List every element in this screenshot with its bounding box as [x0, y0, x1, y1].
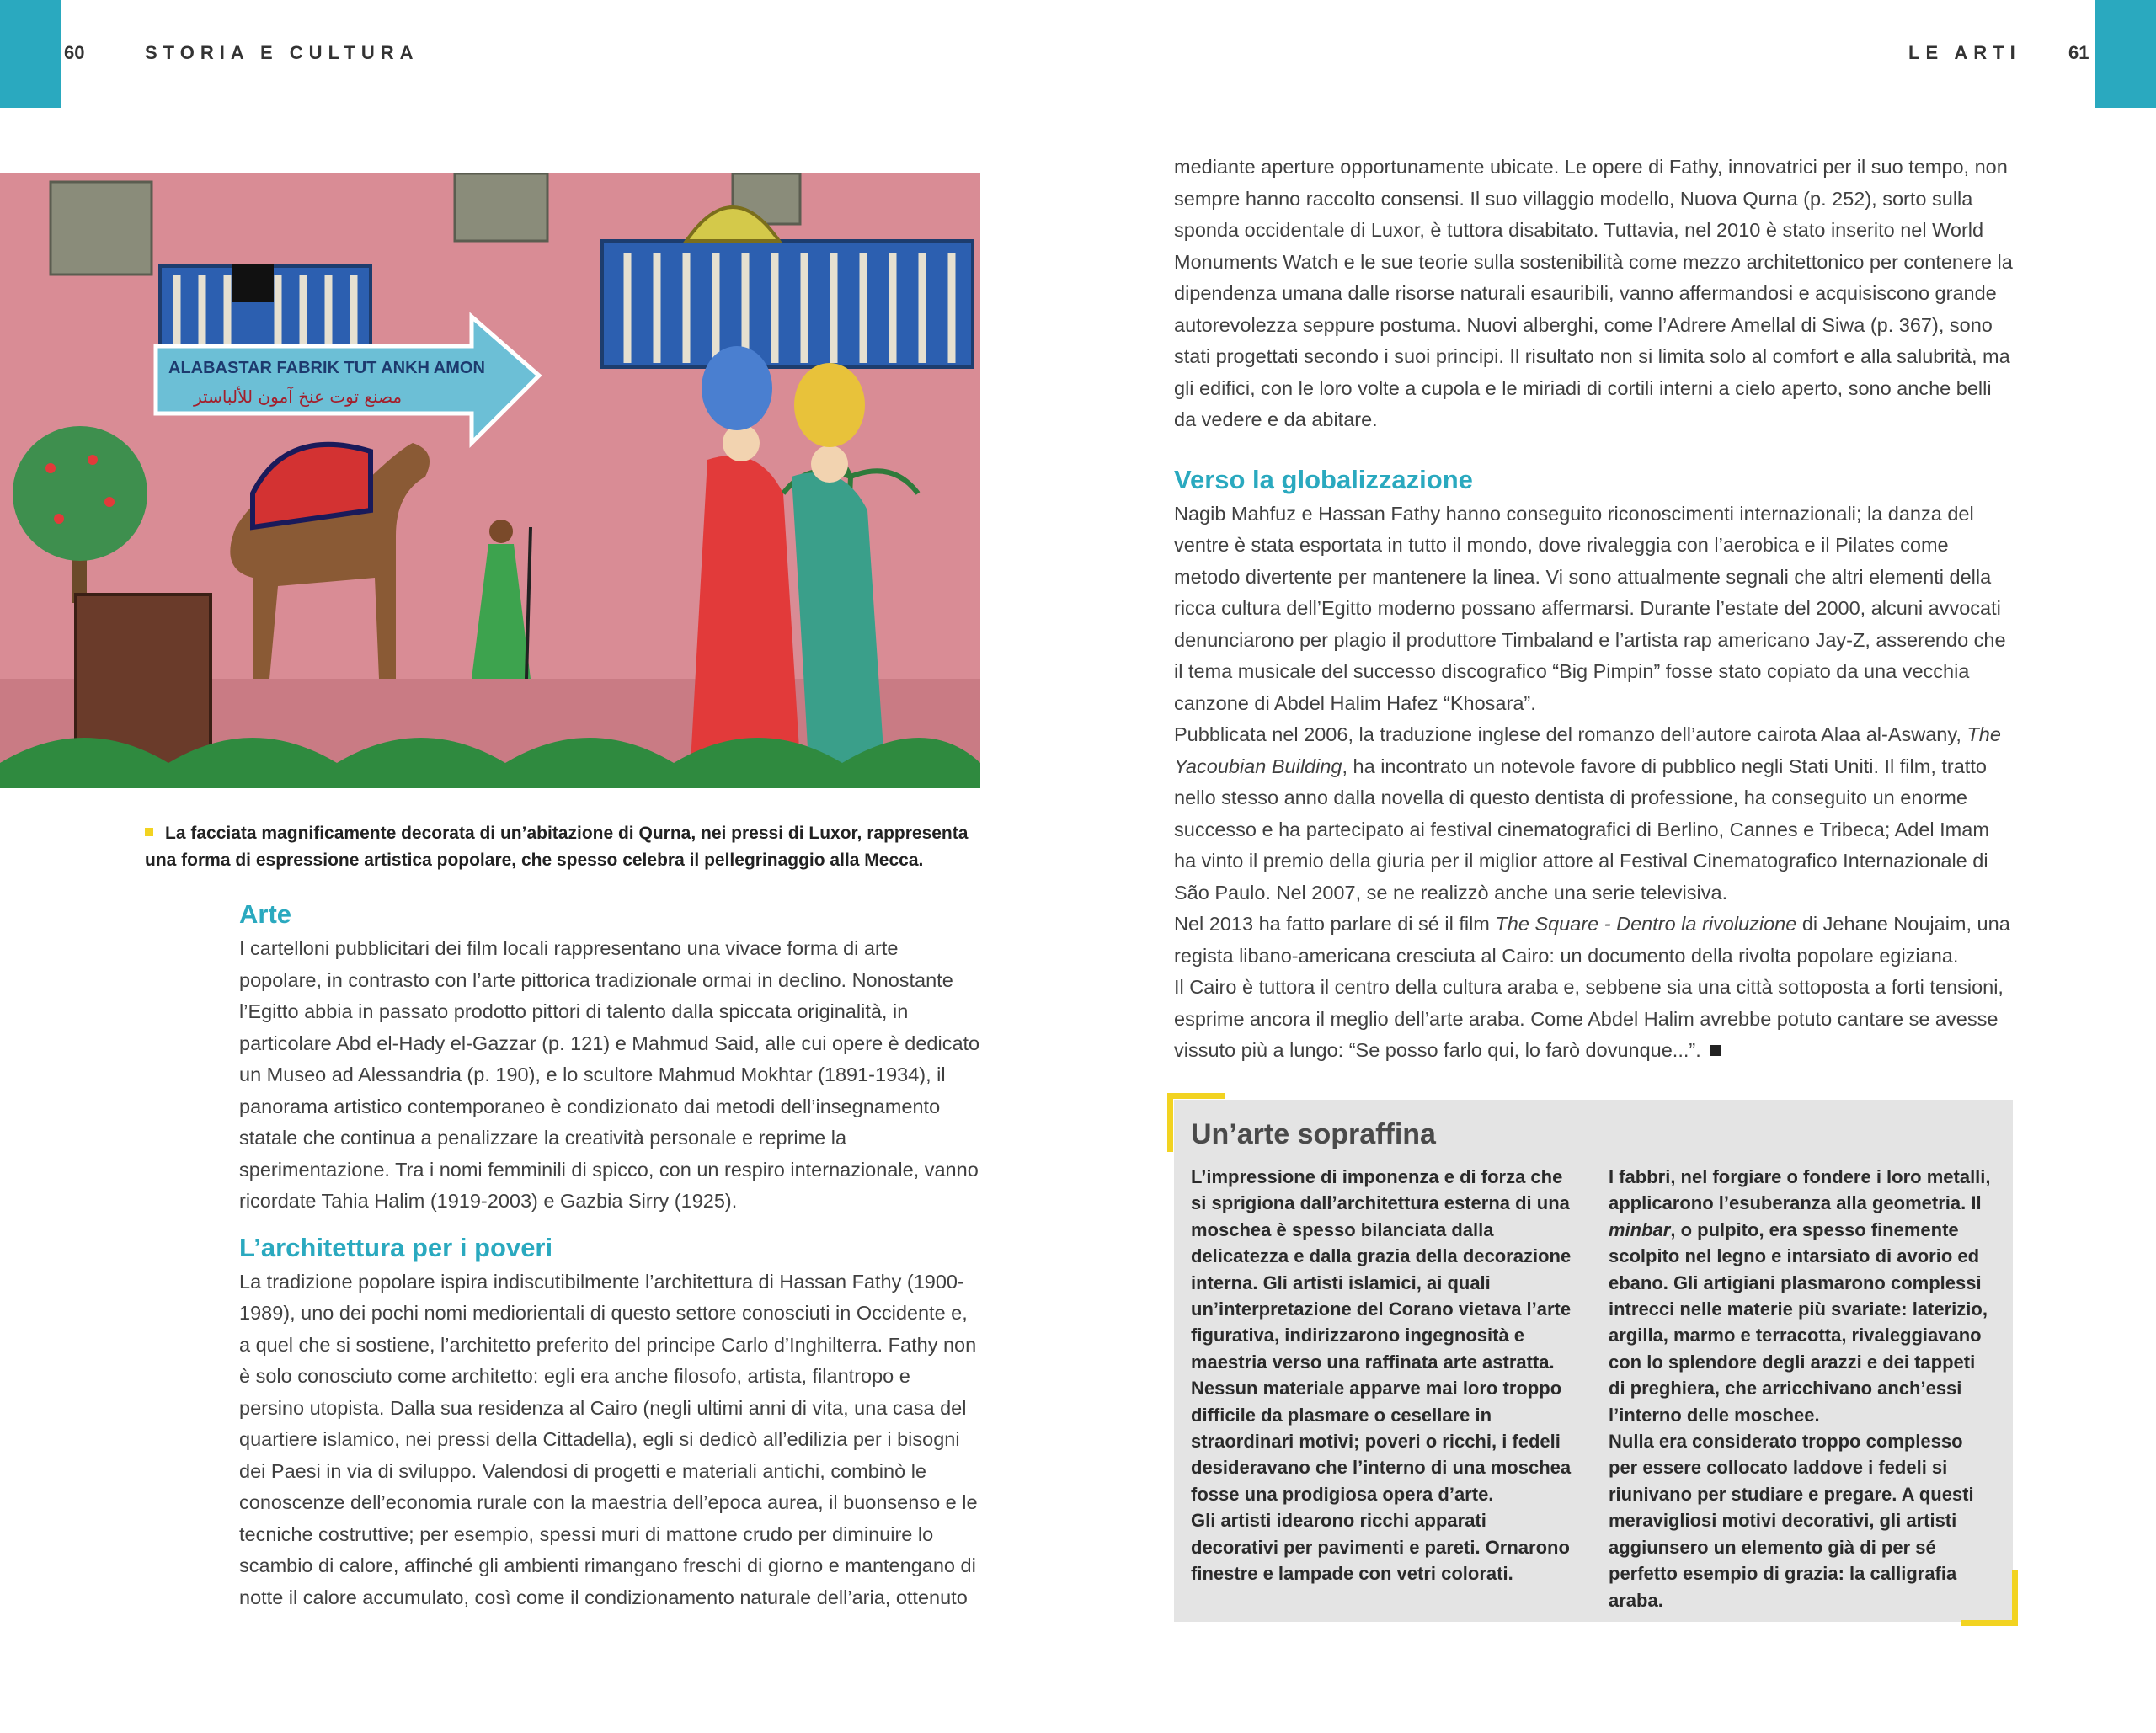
yacoubian-title: The Yacoubian Building [1174, 723, 2001, 777]
globalizzazione-paragraph-2 [1174, 719, 2016, 909]
p4-text: Il Cairo è tuttora il centro della cultura araba e, sebbene sia una città sottoposta a forti tensioni, esprime ancora il meglio dell’arte araba. Come Abdel Halim avrebbe potuto cantare se avesse vissuto più a lungo: “Se posso farlo qui, lo farò dovunque...”. [1174, 976, 2004, 1061]
right-p1-text-a: I fabbri, nel forgiare o fondere i loro metalli, applicarono l’esuberanza alla geometria. Il [1609, 1166, 1991, 1214]
right-page-tab [2095, 0, 2156, 108]
facade-illustration [0, 173, 980, 788]
square-title: The Square - Dentro la rivoluzione [1495, 913, 1797, 935]
end-of-article-icon [1710, 1045, 1721, 1056]
corner-accent-top [1167, 1093, 1225, 1099]
left-page-tab [0, 0, 61, 108]
globalizzazione-paragraph-1: Nagib Mahfuz e Hassan Fathy hanno conseguito riconoscimenti internazionali; la danza del ventre è stata esportata in tutto il mondo, dove rivaleggia con l’aerobica e il Pilates come metodo divertente per mantenere la linea. Vi sono attualmente segnali che altri elementi della ricca cultura dell’Egitto moderno possano affermarsi. Durante l’estate del 2000, alcuni avvocati denunciarono per plagio il produttore Timbaland e l’artista rap americano Jay-Z, asserendo che il tema musicale del successo discografico “Big Pimpin” fosse stato copiato da una vecchia canzone di Abdel Halim Hafez “Khosara”. [1174, 502, 2006, 714]
sign-arabic-text: مصنع توت عنخ آمون للألباستر [194, 387, 403, 407]
sign-latin-text: ALABASTAR FABRIK TUT ANKH AMON [168, 359, 485, 377]
globalizzazione-paragraph-4 [1174, 972, 2016, 1067]
architettura-heading: L’architettura per i poveri [239, 1232, 553, 1262]
corner-accent-left [1167, 1093, 1173, 1152]
minbar-term: minbar [1609, 1218, 1671, 1240]
sidebar-right-paragraph-1 [1609, 1164, 1996, 1428]
sidebar-right-column [1609, 1164, 1996, 1613]
left-page-number: 60 [64, 42, 85, 63]
caption-bullet-icon [145, 828, 153, 836]
p2-text-b: , ha incontrato un notevole favore di pubblico negli Stati Uniti. Il film, tratto nello stesso anno dalla novella di questo dentista di professione, ha conseguito un enorme successo e ha partecipato ai festival cinematografici di Berlino, Cannes e Tribeca; Adel Imam ha vinto il premio della giuria per il miglior attore al Festival Cinematografico Internazionale di São Paulo. Nel 2007, se ne realizzò anche una serie televisiva. [1174, 755, 1989, 904]
sidebar-title: Un’arte sopraffina [1191, 1118, 1436, 1150]
corner-accent-bottom [1961, 1620, 2018, 1626]
architettura-continuation: mediante aperture opportunamente ubicate. Le opere di Fathy, innovatrici per il suo tempo, non sempre hanno raccolto consensi. Il suo villaggio modello, Nuova Qurna (p. 252), sorto sulla sponda occidentale di Luxor, è tuttora disabitato. Tuttavia, nel 2010 è stato inserito nel World Monuments Watch e le sue teorie sulla sostenibilità come mezzo architettonico per contenere la dipendenza umana dalle risorse naturali esauribili, vanno affermandosi e acquisiscono grande autorevolezza seppure postuma. Nuovi alberghi, come l’Adrere Amellal di Siwa (p. 367), sono stati progettati secondo i suoi principi. Il risultato non si limita solo al comfort e alla salubrità, ma gli edifici, con le loro volte a cupola e le miriadi di cortili interni a cielo aperto, sono anche belli da vedere e da abitare. [1174, 156, 2013, 430]
right-running-head: LE ARTI [1908, 42, 2021, 63]
globalizzazione-heading: Verso la globalizzazione [1174, 464, 1473, 494]
right-page-number: 61 [2068, 42, 2089, 63]
left-text-column [239, 896, 980, 1613]
architettura-paragraph: La tradizione popolare ispira indiscutibilmente l’architettura di Hassan Fathy (1900-1989), uno dei pochi nomi mediorientali di questo settore conosciuti in Occidente e, a quel che si sostiene, l’architetto preferito del principe Carlo d’Inghilterra. Fathy non è solo conosciuto come architetto: egli era anche filosofo, artista, filantropo e persino utopista. Dalla sua residenza al Cairo (negli ultimi anni di vita, una casa del quartiere islamico, nei pressi della Cittadella), egli si dedicò all’edilizia per i bisogni dei Paesi in via di sviluppo. Valendosi di progetti e materiali antichi, combinò le conoscenze dell’economia rurale con la maestria dell’epoca aurea, il buonsenso e le tecniche costruttive; per esempio, spessi muri di mattone crudo per diminuire lo scambio di calore, affinché gli ambienti rimangano freschi di giorno e mantengano di notte il calore accumulato, così come il condizionamento naturale dell’aria, ottenuto [239, 1270, 978, 1608]
right-p1-text-b: , o pulpito, era spesso finemente scolpito nel legno e intarsiato di avorio ed ebano. Gli artigiani plasmarono complessi intrecci nelle materie più svariate: laterizio, argilla, marmo e terracotta, rivaleggiavano con lo splendore degli arazzi e dei tappeti di preghiera, che arricchivano anch’essi l’interno delle moschee. [1609, 1218, 1988, 1426]
left-running-head: STORIA E CULTURA [145, 42, 419, 63]
right-text-column [1174, 152, 2016, 1067]
globalizzazione-paragraph-3 [1174, 909, 2016, 972]
photo-caption [145, 820, 987, 874]
sidebar-left-paragraph-2: Gli artisti idearono ricchi apparati decorativi per pavimenti e pareti. Ornarono finestre e lampade con vetri colorati. [1191, 1510, 1570, 1585]
p3-text-b: di Jehane Noujaim, una regista libano-americana cresciuta al Cairo: un documento della rivolta popolare egiziana. [1174, 913, 2010, 967]
arte-paragraph: I cartelloni pubblicitari dei film locali rappresentano una vivace forma di arte popolare, in contrasto con l’arte pittorica tradizionale ormai in declino. Nonostante l’Egitto abbia in passato prodotto pittori di talento dalla spiccata originalità, in particolare Abd el-Hady el-Gazzar (p. 121) e Mahmud Said, alle cui opere è dedicato un Museo ad Alessandria (p. 190), e lo scultore Mahmud Mokhtar (1891-1934), il panorama artistico contemporaneo è condizionato dai metodi dell’insegnamento statale che continua a penalizzare la creatività personale e reprime la sperimentazione. Tra i nomi femminili di spicco, con un respiro internazionale, vanno ricordate Tahia Halim (1919-2003) e Gazbia Sirry (1925). [239, 937, 980, 1212]
sidebar-left-paragraph-1: L’impressione di imponenza e di forza che si sprigiona dall’architettura esterna di una moschea è spesso bilanciata dalla delicatezza e dalla grazia della decorazione interna. Gli artisti islamici, ai quali un’interpretazione del Corano vietava l’arte figurativa, indirizzarono ingegnosità e maestria verso una raffinata arte astratta. Nessun materiale apparve mai loro troppo difficile da plasmare o cesellare in straordinari motivi; poveri o ricchi, i fedeli desideravano che l’interno di una moschea fosse una prodigiosa opera d’arte. [1191, 1166, 1572, 1505]
corner-accent-right [2012, 1570, 2018, 1626]
qurna-facade-photo [0, 173, 980, 788]
sidebar-left-column [1191, 1164, 1578, 1587]
sidebar-right-paragraph-2: Nulla era considerato troppo complesso per essere collocato laddove i fedeli si riunivano per studiare e pregare. A questi meravigliosi motivi decorativi, gli artisti aggiunsero un elemento già di per sé perfetto esempio di grazia: la calligrafia araba. [1609, 1431, 1974, 1611]
caption-text: La facciata magnificamente decorata di un’abitazione di Qurna, nei pressi di Luxor, rappresenta una forma di espressione artistica popolare, che spesso celebra il pellegrinaggio alla Mecca. [145, 824, 969, 870]
arte-heading: Arte [239, 899, 292, 929]
p3-text-a: Nel 2013 ha fatto parlare di sé il film [1174, 913, 1496, 935]
p2-text-a: Pubblicata nel 2006, la traduzione inglese del romanzo dell’autore cairota Alaa al-Aswany, [1174, 723, 1967, 745]
